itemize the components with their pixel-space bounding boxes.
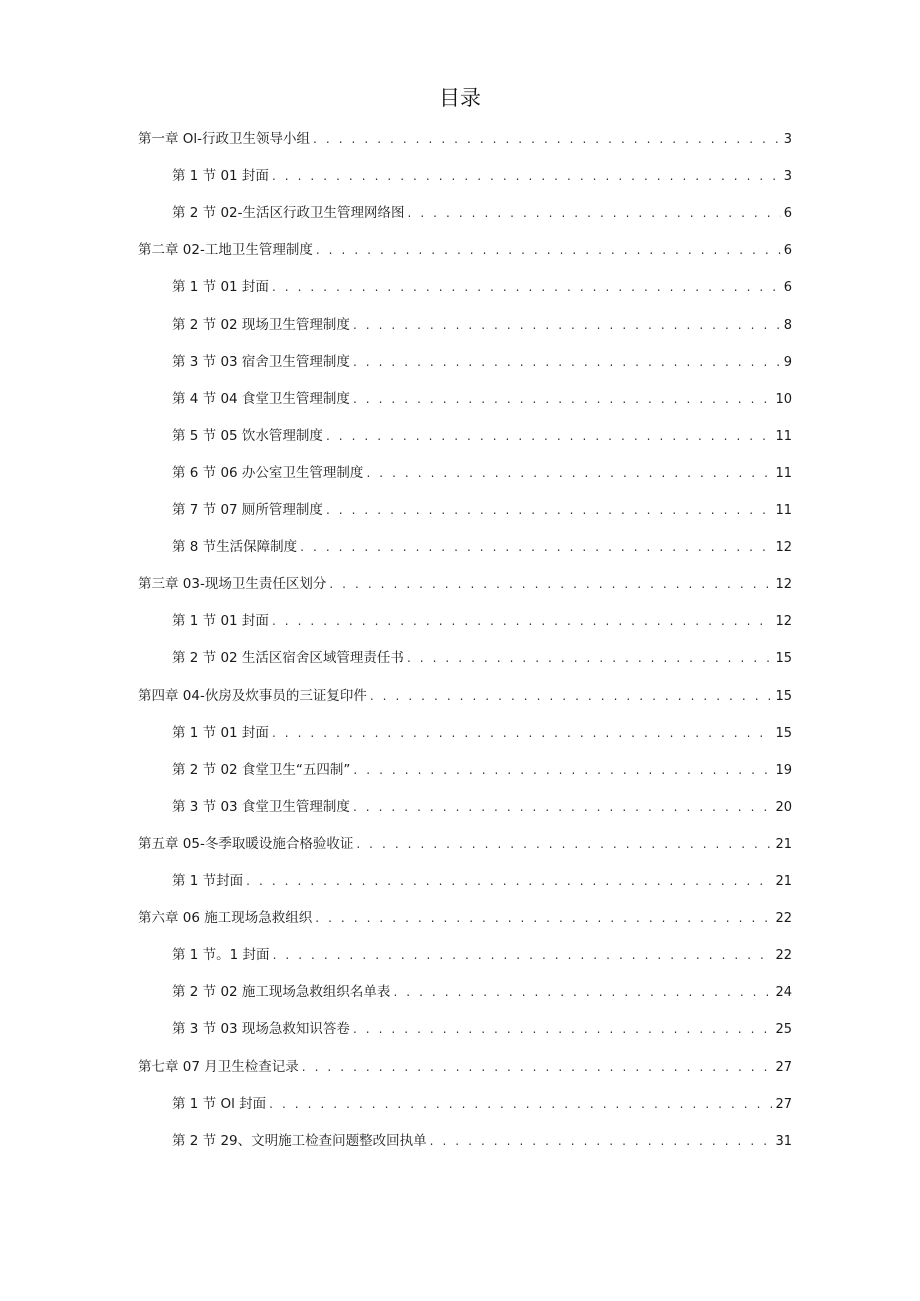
toc-section-entry[interactable] [172, 759, 792, 781]
toc-entry-text: 第 1 节 Ol 封面 [172, 1095, 267, 1112]
toc-section-entry[interactable] [172, 388, 792, 410]
toc-section-entry[interactable] [172, 351, 792, 373]
toc-section-entry[interactable] [172, 536, 792, 558]
toc-dot-leader [353, 796, 773, 818]
toc-entry-text: 第 2 节 02-生活区行政卫生管理网络图 [172, 205, 405, 222]
toc-page-number: 15 [775, 651, 792, 667]
toc-section-entry[interactable] [172, 1018, 792, 1040]
toc-section-entry[interactable] [172, 722, 792, 744]
toc-page-number: 12 [775, 614, 792, 630]
toc-section-entry[interactable] [172, 499, 792, 521]
toc-entry-text: 第三章 03-现场卫生责任区划分 [138, 576, 327, 593]
toc-entry-text: 第二章 02-工地卫生管理制度 [138, 242, 313, 259]
toc-entry-text: 第 3 节 03 现场急救知识答卷 [172, 1021, 350, 1038]
toc-chapter-entry[interactable] [138, 239, 792, 261]
toc-page-number: 24 [775, 985, 792, 1001]
toc-entry-text: 第 1 节 01 封面 [172, 724, 269, 741]
toc-entry-text: 第 5 节 05 饮水管理制度 [172, 427, 323, 444]
toc-chapter-entry[interactable] [138, 833, 792, 855]
toc-dot-leader [353, 388, 773, 410]
toc-dot-leader [430, 1130, 773, 1152]
toc-section-entry[interactable] [172, 462, 792, 484]
toc-dot-leader [408, 202, 781, 224]
toc-dot-leader [273, 944, 773, 966]
toc-page-number: 9 [783, 354, 792, 370]
toc-section-entry[interactable] [172, 944, 792, 966]
toc-dot-leader [269, 1093, 772, 1115]
toc-entry-text: 第 1 节封面 [172, 873, 244, 889]
toc-page-number: 12 [775, 577, 792, 593]
toc-page-number: 19 [775, 762, 792, 778]
toc-section-entry[interactable] [172, 796, 792, 818]
toc-entry-text: 第 2 节 02 现场卫生管理制度 [172, 316, 350, 333]
toc-entry-text: 第五章 05-冬季取暖设施合格验收证 [138, 835, 354, 852]
toc-page-number: 11 [775, 465, 792, 481]
toc-dot-leader [353, 1018, 773, 1040]
toc-dot-leader [353, 351, 781, 373]
toc-page-number: 27 [775, 1059, 792, 1075]
toc-section-entry[interactable] [172, 314, 792, 336]
toc-chapter-entry[interactable] [138, 907, 792, 929]
toc-page-number: 22 [775, 948, 792, 964]
toc-entry-text: 第一章 Ol-行政卫生领导小组 [138, 131, 311, 147]
toc-dot-leader [316, 239, 781, 261]
toc-page-number: 6 [783, 243, 792, 259]
toc-page-number: 27 [775, 1096, 792, 1112]
toc-entry-text: 第 2 节 29、文明施工检查问题整改回执单 [172, 1132, 427, 1149]
toc-dot-leader [272, 276, 781, 298]
toc-entry-text: 第 3 节 03 食堂卫生管理制度 [172, 798, 350, 815]
toc-section-entry[interactable] [172, 610, 792, 632]
toc-dot-leader [313, 128, 781, 150]
toc-entry-text: 第 7 节 07 厕所管理制度 [172, 502, 323, 518]
toc-entry-text: 第六章 06 施工现场急救组织 [138, 910, 313, 927]
toc-page-number: 8 [783, 317, 792, 333]
toc-entry-text: 第 8 节生活保障制度 [172, 539, 298, 556]
toc-page-number: 12 [775, 540, 792, 556]
toc-entry-text: 第 1 节 01 封面 [172, 279, 269, 296]
toc-dot-leader [366, 462, 772, 484]
toc-section-entry[interactable] [172, 647, 792, 669]
toc-chapter-entry[interactable] [138, 685, 792, 707]
toc-dot-leader [272, 722, 773, 744]
toc-dot-leader [246, 870, 772, 892]
toc-dot-leader [393, 981, 772, 1003]
toc-entry-text: 第 1 节。1 封面 [172, 947, 270, 964]
toc-dot-leader [315, 907, 772, 929]
toc-dot-leader [326, 425, 773, 447]
toc-entry-text: 第 2 节 02 食堂卫生“五四制” [172, 761, 351, 778]
toc-page-number: 3 [783, 132, 792, 147]
toc-entry-text: 第 4 节 04 食堂卫生管理制度 [172, 390, 350, 407]
toc-dot-leader [272, 610, 773, 632]
toc-dot-leader [329, 573, 772, 595]
toc-page-number: 21 [775, 836, 792, 852]
toc-section-entry[interactable] [172, 202, 792, 224]
toc-dot-leader [353, 759, 772, 781]
toc-entry-text: 第 1 节 01 封面 [172, 168, 269, 185]
toc-dot-leader [407, 647, 773, 669]
toc-chapter-entry[interactable] [138, 573, 792, 595]
toc-dot-leader [353, 314, 781, 336]
toc-section-entry[interactable] [172, 276, 792, 298]
toc-page-number: 22 [775, 911, 792, 927]
toc-chapter-entry[interactable] [138, 128, 792, 150]
toc-entry-text: 第七章 07 月卫生检查记录 [138, 1058, 299, 1075]
toc-dot-leader [370, 685, 773, 707]
toc-page-number: 11 [775, 428, 792, 444]
toc-entry-text: 第四章 04-伙房及炊事员的三证复印件 [138, 687, 367, 704]
toc-section-entry[interactable] [172, 1130, 792, 1152]
toc-section-entry[interactable] [172, 425, 792, 447]
toc-dot-leader [326, 499, 773, 521]
toc-page-number: 15 [775, 688, 792, 704]
toc-page-number: 15 [775, 725, 792, 741]
toc-section-entry[interactable] [172, 870, 792, 892]
toc-page-number: 20 [775, 799, 792, 815]
toc-page-number: 11 [775, 503, 792, 518]
toc-section-entry[interactable] [172, 165, 792, 187]
toc-dot-leader [300, 536, 772, 558]
toc-page-number: 21 [775, 874, 792, 889]
toc-dot-leader [302, 1056, 773, 1078]
toc-title: 目录 [439, 86, 481, 110]
toc-entry-text: 第 3 节 03 宿舍卫生管理制度 [172, 353, 350, 370]
toc-page-number: 10 [775, 391, 792, 407]
toc-entry-text: 第 6 节 06 办公室卫生管理制度 [172, 464, 364, 481]
toc-page-number: 31 [775, 1133, 792, 1149]
toc-entry-text: 第 1 节 01 封面 [172, 613, 269, 630]
toc-dot-leader [272, 165, 781, 187]
toc-dot-leader [356, 833, 772, 855]
toc-chapter-entry[interactable] [138, 1056, 792, 1078]
toc-entry-text: 第 2 节 02 施工现场急救组织名单表 [172, 984, 391, 1001]
toc-page-number: 6 [783, 280, 792, 296]
toc-section-entry[interactable] [172, 981, 792, 1003]
toc-page-number: 25 [775, 1022, 792, 1038]
toc-page-number: 6 [783, 206, 792, 222]
toc-page-number: 3 [783, 169, 792, 185]
toc-section-entry[interactable] [172, 1093, 792, 1115]
toc-entry-text: 第 2 节 02 生活区宿舍区域管理责任书 [172, 650, 404, 667]
